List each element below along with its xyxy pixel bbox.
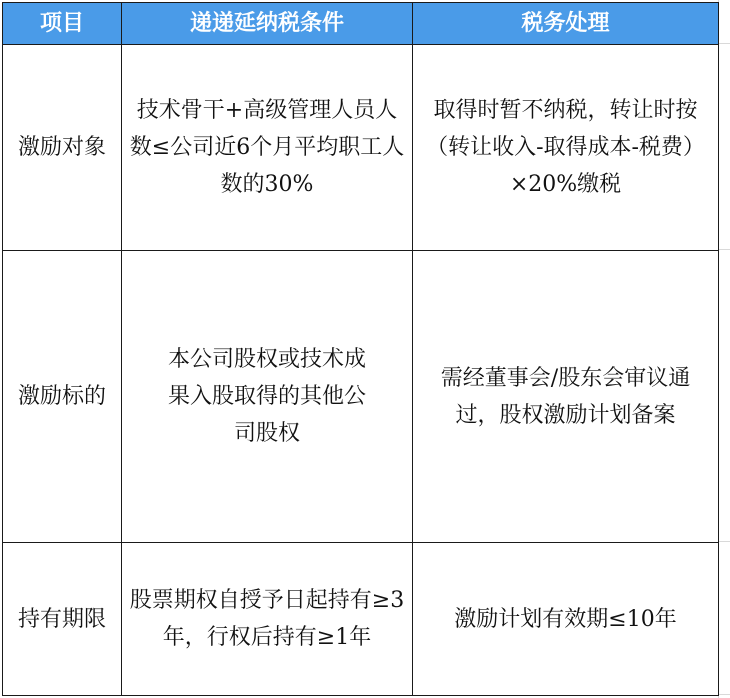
treatment-cell[interactable] (413, 251, 719, 543)
treatment-text: 需经董事会/股东会审议通过，股权激励计划备案 (440, 365, 691, 428)
deferred-tax-table (2, 2, 719, 696)
table-row (3, 543, 719, 696)
header-row (3, 3, 719, 45)
header-condition[interactable]: 递递延纳税条件 (122, 3, 413, 45)
item-label: 激励对象 (17, 135, 106, 160)
table-row (3, 45, 719, 251)
condition-text: 本公司股权或技术成果入股取得的其他公司股权 (168, 347, 367, 446)
table-row (3, 251, 719, 543)
treatment-cell[interactable] (413, 45, 719, 251)
sheet-gridline (718, 694, 730, 695)
header-item[interactable]: 项目 (3, 3, 122, 45)
treatment-text: 激励计划有效期≤10年 (454, 606, 677, 632)
condition-cell[interactable] (122, 45, 413, 251)
sheet-gridline (718, 43, 730, 44)
sheet-gridline (718, 541, 730, 542)
sheet-gridline (718, 249, 730, 250)
item-cell[interactable] (3, 45, 122, 251)
item-label: 持有期限 (17, 606, 106, 632)
treatment-text: 取得时暂不纳税，转让时按（转让收入-取得成本-税费）×20%缴税 (426, 98, 705, 197)
condition-text: 股票期权自授予日起持有≥3年，行权后持有≥1年 (129, 588, 405, 650)
item-cell[interactable] (3, 543, 122, 696)
condition-text: 技术骨干+高级管理人员人数≤公司近6个月平均职工人数的30% (129, 98, 405, 197)
condition-cell[interactable] (122, 543, 413, 696)
header-treatment[interactable]: 税务处理 (413, 3, 719, 45)
condition-cell[interactable] (122, 251, 413, 543)
item-cell[interactable] (3, 251, 122, 543)
treatment-cell[interactable] (413, 543, 719, 696)
item-label: 激励标的 (17, 384, 106, 409)
